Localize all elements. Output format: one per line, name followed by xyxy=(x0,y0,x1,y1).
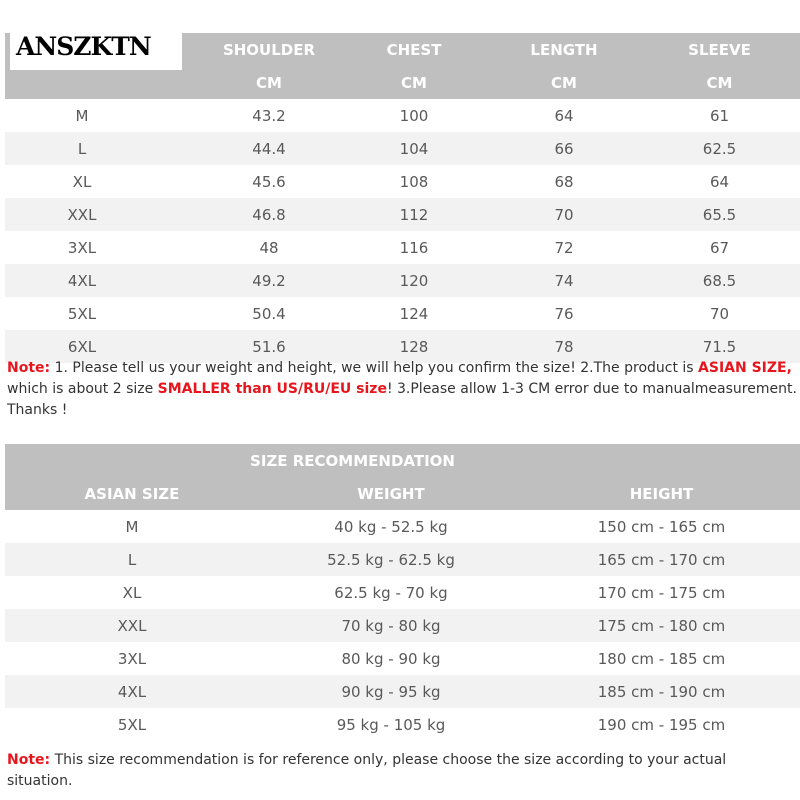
column-header: SLEEVE xyxy=(688,40,751,59)
table-cell: XXL xyxy=(67,205,97,224)
table-cell: 76 xyxy=(554,304,574,323)
table-cell: 71.5 xyxy=(702,337,737,356)
table-row xyxy=(5,264,800,297)
table-cell: 180 cm - 185 cm xyxy=(597,649,726,668)
table-cell: L xyxy=(127,550,137,569)
table-cell: 112 xyxy=(399,205,429,224)
table-row xyxy=(5,675,800,708)
table-cell: 46.8 xyxy=(252,205,286,224)
table-cell: 49.2 xyxy=(252,271,286,290)
table-cell: 64 xyxy=(709,172,730,191)
table-row xyxy=(5,132,800,165)
table-cell: 190 cm - 195 cm xyxy=(597,715,726,734)
table-cell: 3XL xyxy=(117,649,147,668)
column-header: HEIGHT xyxy=(629,484,694,503)
table-cell: 170 cm - 175 cm xyxy=(597,583,726,602)
table-cell: 74 xyxy=(554,271,574,290)
table-cell: 104 xyxy=(399,139,429,158)
table-cell: 175 cm - 180 cm xyxy=(597,616,726,635)
size-note xyxy=(7,358,797,421)
column-unit: CM xyxy=(551,73,577,92)
column-header: CHEST xyxy=(386,40,442,59)
table-cell: 72 xyxy=(554,238,574,257)
size-recommendation-table xyxy=(5,444,800,741)
table-row xyxy=(5,198,800,231)
table-row xyxy=(5,99,800,132)
note-text: which is about 2 size xyxy=(7,381,158,397)
table-cell: 108 xyxy=(399,172,429,191)
table-cell: 64 xyxy=(554,106,574,125)
table-cell: 90 kg - 95 kg xyxy=(341,682,441,701)
table-cell: 70 xyxy=(554,205,574,224)
note-text: ! 3.Please allow 1-3 CM error due to manualmeasurement. Thanks ! xyxy=(7,381,797,418)
note-label: Note: xyxy=(7,752,51,768)
table-cell: L xyxy=(77,139,87,158)
table-cell: 95 kg - 105 kg xyxy=(336,715,446,734)
table-cell: 120 xyxy=(399,271,429,290)
table-row xyxy=(5,576,800,609)
column-unit: CM xyxy=(401,73,427,92)
table-cell: 66 xyxy=(554,139,574,158)
brand-logo: ANSZKTN xyxy=(10,23,182,70)
table-cell: 150 cm - 165 cm xyxy=(597,517,726,536)
table-cell: 62.5 kg - 70 kg xyxy=(334,583,448,602)
table-cell: XXL xyxy=(117,616,147,635)
table-row xyxy=(5,642,800,675)
table-cell: 51.6 xyxy=(252,337,286,356)
table-cell: XL xyxy=(122,583,142,602)
table-cell: 165 cm - 170 cm xyxy=(597,550,726,569)
table-cell: 5XL xyxy=(67,304,97,323)
table-row xyxy=(5,708,800,741)
table-cell: 124 xyxy=(399,304,429,323)
table-cell: 6XL xyxy=(67,337,97,356)
column-unit: CM xyxy=(706,73,733,92)
table-cell: 65.5 xyxy=(702,205,737,224)
column-unit: CM xyxy=(256,73,282,92)
column-header: SHOULDER xyxy=(222,40,316,59)
column-header: ASIAN SIZE xyxy=(84,484,180,503)
table-cell: 100 xyxy=(399,106,429,125)
table-row xyxy=(5,165,800,198)
table-cell: 80 kg - 90 kg xyxy=(341,649,441,668)
table-cell: 68.5 xyxy=(702,271,737,290)
table-cell: 50.4 xyxy=(252,304,286,323)
table-row xyxy=(5,297,800,330)
table-cell: 45.6 xyxy=(252,172,286,191)
table-cell: M xyxy=(125,517,139,536)
table-cell: 61 xyxy=(709,106,730,125)
table-cell: 43.2 xyxy=(252,106,286,125)
column-header: LENGTH xyxy=(530,40,598,59)
table-row xyxy=(5,609,800,642)
table-row xyxy=(5,510,800,543)
table-cell: 70 kg - 80 kg xyxy=(341,616,441,635)
note-text: This size recommendation is for reference only, please choose the size according to your actual situation. xyxy=(7,752,727,789)
table-cell: 40 kg - 52.5 kg xyxy=(334,517,448,536)
table-cell: 67 xyxy=(709,238,730,257)
table-cell: XL xyxy=(72,172,92,191)
note-highlight: SMALLER than US/RU/EU size xyxy=(157,381,387,397)
table-cell: 62.5 xyxy=(702,139,737,158)
table-cell: 116 xyxy=(399,238,429,257)
table-cell: M xyxy=(75,106,89,125)
table-cell: 128 xyxy=(399,337,429,356)
size-chart-table xyxy=(5,33,800,363)
table-row xyxy=(5,543,800,576)
table-row xyxy=(5,231,800,264)
table-cell: 185 cm - 190 cm xyxy=(597,682,726,701)
note-text: 1. Please tell us your weight and height, we will help you confirm the size! 2.The product is xyxy=(50,360,699,376)
note-label: Note: xyxy=(7,360,51,376)
table-cell: 4XL xyxy=(117,682,147,701)
table-cell: 70 xyxy=(709,304,730,323)
table-cell: 68 xyxy=(554,172,574,191)
table-cell: 44.4 xyxy=(252,139,286,158)
column-header: WEIGHT xyxy=(357,484,425,503)
table-cell: 48 xyxy=(259,238,279,257)
table-cell: 5XL xyxy=(117,715,147,734)
table-cell: 78 xyxy=(554,337,574,356)
recommendation-note xyxy=(7,750,787,792)
table-cell: 4XL xyxy=(67,271,97,290)
table-cell: 52.5 kg - 62.5 kg xyxy=(327,550,455,569)
note-highlight: ASIAN SIZE, xyxy=(698,360,792,376)
table-header xyxy=(5,444,800,510)
table-cell: 3XL xyxy=(67,238,97,257)
table-title: SIZE RECOMMENDATION xyxy=(250,451,455,470)
